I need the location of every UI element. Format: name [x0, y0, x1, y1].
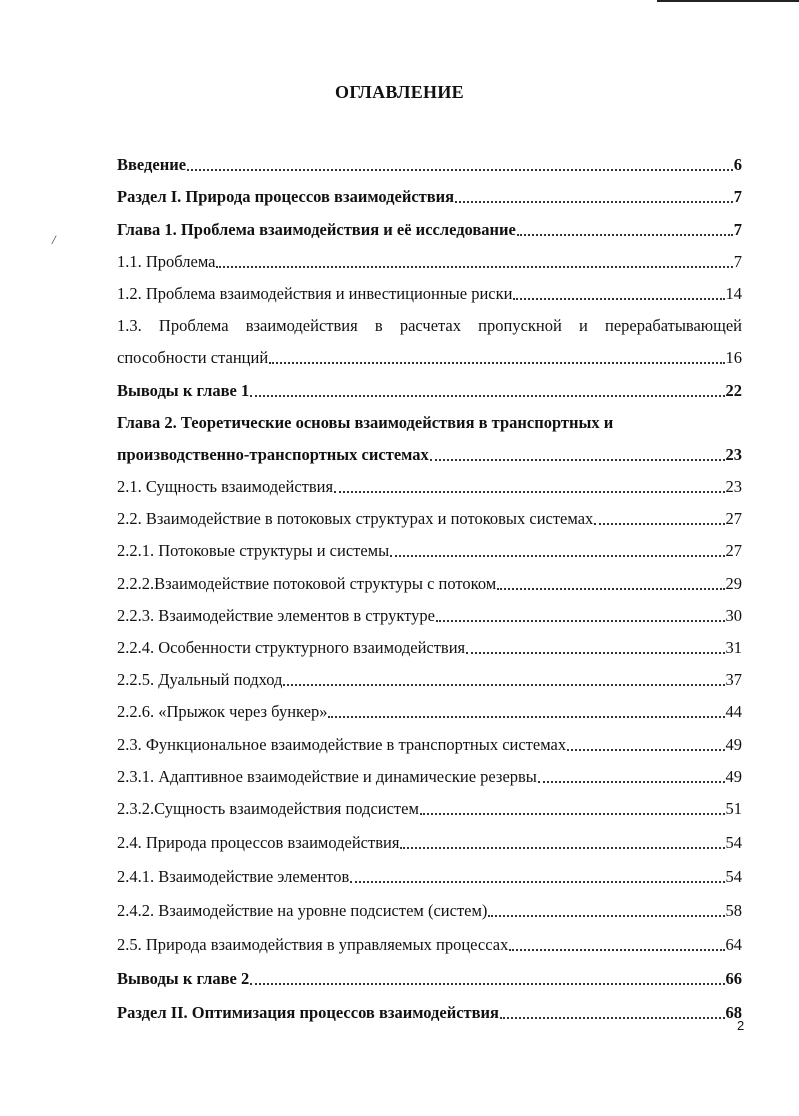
toc-entry[interactable]	[117, 658, 742, 690]
toc-leader-dots	[216, 265, 732, 268]
toc-entry-page: 30	[725, 605, 742, 625]
toc-entry-label: Выводы к главе 2	[117, 968, 250, 988]
toc-entry[interactable]	[117, 722, 742, 754]
toc-entry-page: 27	[725, 541, 742, 561]
stray-mark: /	[52, 232, 56, 247]
toc-entry-page: 66	[725, 968, 742, 988]
toc-leader-dots	[250, 394, 724, 397]
toc-entry-label: 2.2.4. Особенности структурного взаимодействия	[117, 638, 466, 657]
toc-entry-label: 1.2. Проблема взаимодействия и инвестиционные риски	[117, 283, 513, 303]
toc-entry[interactable]	[117, 465, 742, 497]
toc-entry-page: 27	[725, 509, 742, 529]
toc-entry[interactable]	[117, 819, 742, 853]
toc-leader-dots	[466, 651, 724, 654]
toc-leader-dots	[513, 297, 724, 300]
toc-leader-dots	[488, 914, 724, 917]
toc-entry-page: 7	[733, 251, 742, 271]
toc-entry[interactable]	[117, 921, 742, 955]
toc-entry[interactable]	[117, 272, 742, 304]
toc-entry[interactable]	[117, 207, 742, 239]
toc-leader-dots	[283, 683, 724, 686]
toc-leader-dots	[420, 812, 725, 815]
toc-entry-page: 23	[725, 477, 742, 497]
toc-entry-label: 2.2.6. «Прыжок через бункер»	[117, 702, 328, 722]
toc-entry-multiline[interactable]	[117, 401, 742, 465]
toc-entry-page: 22	[725, 380, 742, 400]
toc-leader-dots	[328, 715, 724, 718]
toc-entry-page: 58	[725, 900, 742, 920]
toc-entry-label: 2.2. Взаимодействие в потоковых структурах и потоковых системах	[117, 509, 594, 529]
toc-entry-page: 29	[725, 573, 742, 593]
toc-leader-dots	[250, 982, 724, 985]
toc-entry-line2	[117, 336, 742, 368]
toc-entry[interactable]	[117, 853, 742, 887]
toc-leader-dots	[455, 200, 733, 203]
toc-entry-label: 2.4.1. Взаимодействие элементов	[117, 866, 350, 886]
toc-entry-page: 37	[725, 670, 742, 690]
toc-entry[interactable]	[117, 240, 742, 272]
toc-entry[interactable]	[117, 755, 742, 787]
toc-entry-page: 49	[725, 766, 742, 786]
toc-entry-page: 64	[725, 934, 742, 954]
toc-entry-label: 2.2.3. Взаимодействие элементов в структуре	[117, 605, 435, 625]
toc-entry[interactable]	[117, 594, 742, 626]
toc-entry-page: 68	[725, 1002, 742, 1022]
table-of-contents	[117, 143, 742, 1023]
page-title: ОГЛАВЛЕНИЕ	[335, 82, 464, 102]
scan-edge-line	[657, 0, 799, 2]
toc-leader-dots	[538, 780, 725, 783]
toc-leader-dots	[430, 458, 725, 461]
toc-entry[interactable]	[117, 887, 742, 921]
toc-entry-page: 31	[725, 638, 742, 657]
toc-entry-label: 2.5. Природа взаимодействия в управляемых процессах	[117, 934, 509, 954]
toc-leader-dots	[517, 233, 733, 236]
toc-entry-label: 2.3.2.Сущность взаимодействия подсистем	[117, 798, 419, 818]
toc-leader-dots	[436, 619, 725, 622]
toc-leader-dots	[400, 846, 724, 849]
toc-entry-label: 2.1. Сущность взаимодействия	[117, 477, 334, 497]
toc-leader-dots	[390, 554, 724, 557]
toc-leader-dots	[509, 948, 724, 951]
toc-leader-dots	[567, 748, 724, 751]
toc-entry[interactable]	[117, 143, 742, 175]
toc-leader-dots	[500, 1016, 725, 1019]
toc-entry-page: 54	[725, 832, 742, 852]
toc-entry-line2	[117, 433, 742, 465]
toc-entry[interactable]	[117, 690, 742, 722]
toc-entry[interactable]	[117, 497, 742, 529]
toc-entry-page: 23	[725, 444, 742, 464]
toc-entry-label-line1: Глава 2. Теоретические основы взаимодействия в транспортных и	[117, 412, 614, 432]
toc-entry-label: Выводы к главе 1	[117, 380, 250, 400]
toc-entry-label: 2.2.5. Дуальный подход	[117, 670, 283, 690]
toc-entry-label: 2.2.1. Потоковые структуры и системы	[117, 541, 390, 561]
toc-entry[interactable]	[117, 529, 742, 561]
toc-leader-dots	[187, 168, 733, 171]
toc-entry[interactable]	[117, 787, 742, 819]
toc-entry-label: 2.3. Функциональное взаимодействие в транспортных системах	[117, 734, 567, 754]
toc-entry-label: Глава 1. Проблема взаимодействия и её исследование	[117, 219, 516, 239]
toc-entry-label: Раздел I. Природа процессов взаимодействия	[117, 187, 455, 207]
toc-entry-page: 44	[725, 702, 742, 722]
toc-entry-label-line2: способности станций	[117, 348, 269, 368]
toc-entry[interactable]	[117, 989, 742, 1023]
toc-leader-dots	[594, 522, 724, 525]
toc-leader-dots	[497, 587, 724, 590]
toc-entry-label: 2.4.2. Взаимодействие на уровне подсистем (систем)	[117, 900, 488, 920]
toc-entry[interactable]	[117, 368, 742, 400]
toc-entry-page: 7	[733, 187, 742, 207]
toc-entry-label: Введение	[117, 155, 187, 175]
toc-leader-dots	[350, 880, 724, 883]
toc-entry[interactable]	[117, 626, 742, 658]
toc-entry-page: 14	[725, 283, 742, 303]
toc-entry-label: 2.2.2.Взаимодействие потоковой структуры с потоком	[117, 573, 497, 593]
page-number: 2	[737, 1018, 745, 1033]
toc-entry-page: 6	[733, 155, 742, 175]
toc-entry-label-line1: 1.3. Проблема взаимодействия в расчетах пропускной и перерабатывающей	[117, 316, 742, 336]
toc-leader-dots	[269, 361, 724, 364]
toc-entry-multiline[interactable]	[117, 304, 742, 368]
toc-entry-page: 7	[733, 219, 742, 239]
toc-entry-page: 16	[725, 348, 742, 368]
toc-entry-label: 2.4. Природа процессов взаимодействия	[117, 832, 400, 852]
toc-entry-label: 2.3.1. Адаптивное взаимодействие и динамические резервы	[117, 766, 537, 786]
toc-entry-page: 54	[725, 866, 742, 886]
toc-entry-label: 1.1. Проблема	[117, 251, 216, 271]
toc-entry-page: 51	[725, 798, 742, 818]
toc-entry-line1	[117, 304, 742, 336]
toc-entry-label-line2: производственно-транспортных системах	[117, 444, 429, 464]
toc-entry[interactable]	[117, 561, 742, 593]
toc-entry[interactable]	[117, 955, 742, 989]
toc-entry-line1	[117, 401, 742, 433]
toc-leader-dots	[334, 490, 724, 493]
toc-entry[interactable]	[117, 175, 742, 207]
toc-entry-label: Раздел II. Оптимизация процессов взаимодействия	[117, 1002, 499, 1022]
toc-entry-page: 49	[725, 734, 742, 754]
